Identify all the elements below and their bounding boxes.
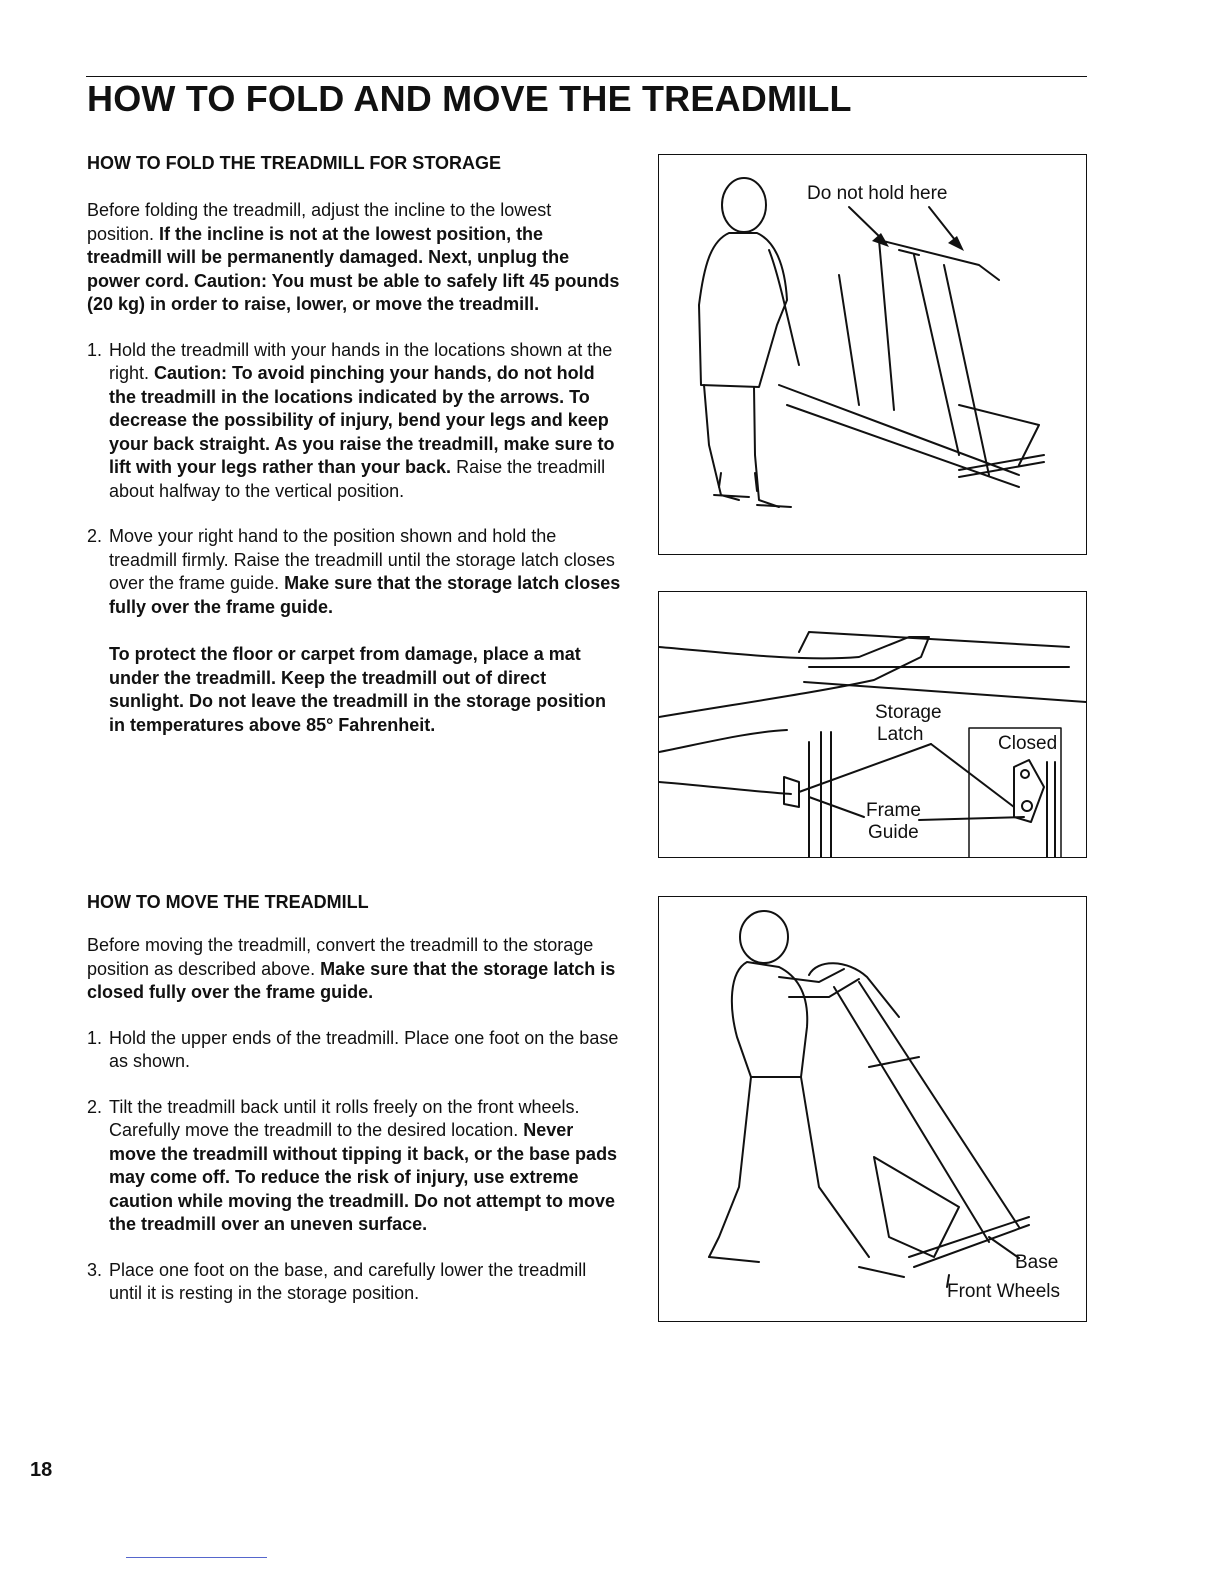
page-title: HOW TO FOLD AND MOVE THE TREADMILL	[87, 78, 852, 119]
fold-section	[87, 151, 622, 737]
moving-illustration	[659, 897, 1086, 1321]
move-step-2	[87, 1096, 622, 1237]
move-intro-bold: Make sure that the storage latch is closed fully over the frame guide.	[87, 958, 616, 1002]
closed-label: Closed	[998, 733, 1058, 754]
base-label: Base	[1015, 1252, 1059, 1273]
move-step-1-text: Hold the upper ends of the treadmill. Place one foot on the base as shown.	[109, 1027, 619, 1071]
move-step-1	[87, 1027, 622, 1074]
leader-line	[919, 817, 1024, 820]
move-intro	[87, 934, 622, 1005]
fold-heading: HOW TO FOLD THE TREADMILL FOR STORAGE	[87, 153, 501, 173]
latch-illustration	[659, 592, 1086, 857]
step-number: 2.	[87, 526, 103, 546]
step-number: 1.	[87, 1027, 103, 1048]
move-step-2-warning: Never move the treadmill without tipping it back, or the base pads may come off. To reduce the risk of injury, use extreme caution while moving the treadmill. Do not attempt to move the treadmill over an uneven surface.	[109, 1120, 618, 1234]
fold-step-1-text-c: Raise the treadmill about halfway to the vertical position.	[109, 457, 606, 501]
upright-treadmill	[809, 963, 1029, 1267]
front-wheels-label: Front Wheels	[947, 1281, 1060, 1302]
page-number: 18	[30, 1459, 53, 1481]
step-number: 2.	[87, 1096, 103, 1117]
footer-line	[126, 1557, 267, 1558]
fold-intro-text: Before folding the treadmill, adjust the incline to the lowest position.	[87, 200, 552, 244]
fold-step-1	[87, 339, 622, 504]
move-step-3-text: Place one foot on the base, and carefully lower the treadmill until it is resting in the storage position.	[109, 1259, 587, 1303]
leader-line	[799, 744, 931, 792]
step-number: 1.	[87, 339, 103, 360]
step-number: 3.	[87, 1259, 103, 1280]
frame-label: Frame	[866, 800, 921, 821]
fold-step-2-text: Move your right hand to the position shown and hold the treadmill firmly. Raise the treadmill until the storage latch closes over the frame guide.	[109, 526, 615, 593]
person-figure	[699, 178, 799, 507]
fold-step-1-caution: Caution: To avoid pinching your hands, do not hold the treadmill in the locations indicated by the arrows. To decrease the possibility of injury, bend your legs and keep your back straight. As you raise the treadmill, make sure to lift with your legs rather than your back.	[109, 363, 615, 477]
move-steps	[87, 1027, 622, 1306]
fold-step-2	[87, 525, 622, 737]
treadmill-frame	[779, 240, 1044, 487]
move-heading: HOW TO MOVE THE TREADMILL	[87, 892, 369, 912]
arrow-head-icon	[948, 236, 964, 251]
move-section	[87, 890, 622, 1306]
storage-label: Storage	[875, 702, 942, 723]
fold-protect-note: To protect the floor or carpet from damage, place a mat under the treadmill. Keep the treadmill out of direct sunlight. Do not leave the treadmill in the storage position in temperatures above 85° Fahrenheit.	[109, 644, 607, 735]
closed-latch-detail	[1014, 760, 1055, 857]
move-step-3	[87, 1259, 622, 1306]
fold-step-1-text-a: Hold the treadmill with your hands in the locations shown at the right.	[109, 339, 613, 383]
lifting-illustration	[659, 155, 1086, 554]
fold-intro	[87, 199, 622, 317]
person-figure	[709, 911, 904, 1277]
fold-intro-warning: If the incline is not at the lowest position, the treadmill will be permanently damaged. Next, unplug the power cord. Caution: You must be able to safely lift 45 pounds (20 kg) in order to raise, lower, or move the treadmill.	[87, 223, 620, 314]
latch-label: Latch	[877, 724, 924, 745]
guide-label: Guide	[868, 822, 919, 843]
move-intro-text: Before moving the treadmill, convert the treadmill to the storage position as described above.	[87, 935, 594, 979]
move-step-2-text: Tilt the treadmill back until it rolls freely on the front wheels. Carefully move the treadmill to the desired location.	[109, 1096, 580, 1140]
figure-storage-latch	[658, 591, 1087, 858]
fold-step-2-bold: Make sure that the storage latch closes fully over the frame guide.	[109, 573, 621, 617]
do-not-hold-label: Do not hold here	[807, 183, 948, 204]
leader-line	[809, 797, 864, 817]
figure-moving-treadmill	[658, 896, 1087, 1322]
figure-lifting-treadmill	[658, 154, 1087, 555]
fold-steps	[87, 339, 622, 738]
